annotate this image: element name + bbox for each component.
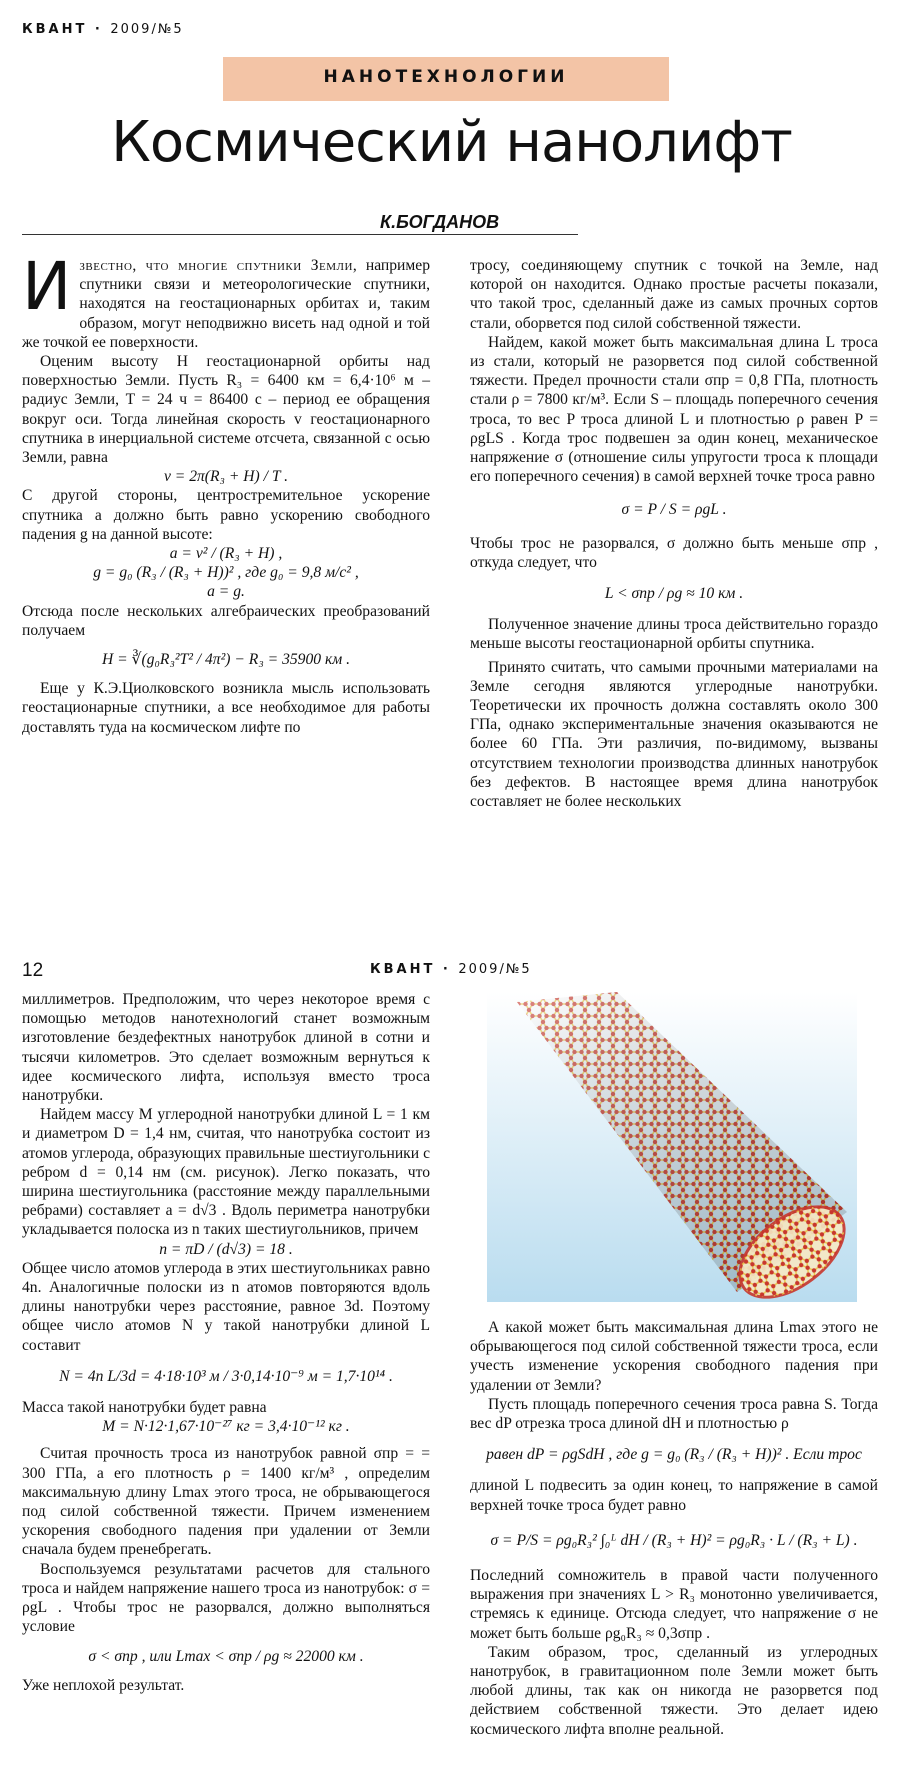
paragraph: А какой может быть максимальная длина Lmax этого не обрывающегося под силой собственной тяжести троса, если учесть изменение ускорения свободного падения при удалении от Земли? bbox=[470, 1319, 878, 1394]
paragraph: Уже неплохой результат. bbox=[22, 1676, 185, 1694]
paragraph: Найдем массу M углеродной нанотрубки длиной L = 1 км и диаметром D = 1,4 нм, считая, что нанотрубка состоит из атомов углерода, образующих правильные шестиугольники с ребром d = 0,14 нм (см. рисунок). Легко показать, что ширина шестиугольника (расстояние между параллельными ребрами) составляет a = d√3 . Вдоль периметра нанотрубки укладывается полоска из n таких шестиугольников, причем bbox=[22, 1106, 430, 1239]
column-top-left bbox=[22, 248, 430, 737]
journal-name: КВАНТ bbox=[22, 22, 88, 37]
paragraph bbox=[22, 248, 430, 352]
formula: L < σпр / ρg ≈ 10 км . bbox=[604, 585, 744, 603]
formula: a = g. bbox=[207, 583, 245, 601]
paragraph: Найдем, какой может быть максимальная длина L троса из стали, который не разорвется под силой собственной тяжести. Предел прочности стали σпр = 0,8 ГПа, плотность стали ρ = 7800 кг/м³. Если S – площадь поперечного сечения троса, то вес P троса длиной L и плотностью ρ равен P = ρgLS . Когда трос подвешен за один конец, механическое напряжение σ (отношение силы упругости троса к площади его поперечного сечения) в самой верхней точке троса равно bbox=[470, 333, 878, 486]
paragraph: тросу, соединяющему спутник с точкой на Земле, над которой он находится. Однако простые расчеты показали, что такой трос, сделанный даже из самых прочных сортов стали, оборвется под силой собственной тяжести. bbox=[470, 257, 878, 332]
column-bottom-left bbox=[22, 990, 430, 1695]
paragraph: С другой стороны, центростремительное ускорение спутника a должно быть равно ускорению свободного падения g на данной высоте: bbox=[22, 487, 430, 543]
paragraph: длиной L подвесить за один конец, то напряжение в самой верхней точке троса будет равно bbox=[470, 1477, 878, 1514]
formula: a = v² / (R₃ + H) , bbox=[169, 545, 283, 563]
journal-header-bottom bbox=[370, 962, 532, 977]
column-top-right bbox=[470, 256, 878, 811]
paragraph: Воспользуемся результатами расчетов для стального троса и найдем напряжение нашего троса из нанотрубок: σ = ρgL . Чтобы трос не разорвался, должно выполняться условие bbox=[22, 1560, 430, 1636]
nanotube-figure bbox=[487, 992, 857, 1302]
article-title: Космический нанолифт bbox=[111, 110, 792, 175]
paragraph: Принято считать, что самыми прочными материалами на Земле сегодня являются углеродные нанотрубки. Теоретически их прочность должна составлять около 300 ГПа, однако экспериментальные значения оказываются не более 60 ГПа. Эти различия, по-видимому, вызваны отсутствием технологии производства длинных нанотрубок без дефектов. В настоящее время длина нанотрубок составляет не более нескольких bbox=[470, 658, 878, 811]
issue-number: 2009/№5 bbox=[110, 22, 184, 37]
column-bottom-right bbox=[470, 1318, 878, 1739]
journal-header-top bbox=[22, 22, 184, 37]
lead-in: звестно, что многие спутники Земли, bbox=[79, 257, 358, 274]
formula: N = 4n L/3d = 4·18·10³ м / 3·0,14·10⁻⁹ м = 1,7·10¹⁴ . bbox=[59, 1367, 393, 1385]
paragraph: Общее число атомов углерода в этих шестиугольниках равно 4n. Аналогичные полоски из n атомов повторяются вдоль длины нанотрубки через расстояние, равное 3d. Поэтому общее число атомов N у такой нанотрубки длиной L составит bbox=[22, 1259, 430, 1354]
paragraph: Таким образом, трос, сделанный из углеродных нанотрубок, в гравитационном поле Земли может быть любой длины, так как он никогда не разорвется под действием собственной тяжести. Это делает идею космического лифта вполне реальной. bbox=[470, 1643, 878, 1738]
formula: n = πD / (d√3) = 18 . bbox=[159, 1240, 293, 1258]
paragraph: Полученное значение длины троса действительно гораздо меньше высоты геостационарной орбиты спутника. bbox=[470, 616, 878, 653]
paragraph: Считая прочность троса из нанотрубок равной σпр = = 300 ГПа, а его плотность ρ = 1400 кг/м³ , определим максимальную длину Lmax этого троса, не обрывающегося под силой собственной тяжести. Причем изменением ускорения свободного падения при удалении от Земли сначала будем пренебрегать. bbox=[22, 1445, 430, 1559]
drop-cap: И bbox=[22, 248, 72, 325]
formula: равен dP = ρgSdH , где g = g₀ (R₃ / (R₃ + H))² . Если трос bbox=[486, 1446, 862, 1464]
paragraph: Пусть площадь поперечного сечения троса равна S. Тогда вес dP отрезка троса длиной dH и плотностью ρ bbox=[470, 1395, 878, 1433]
paragraph: Чтобы трос не разорвался, σ должно быть меньше σпр , откуда следует, что bbox=[470, 534, 878, 571]
formula: H = ∛(g₀R₃²T² / 4π²) − R₃ = 35900 км . bbox=[101, 651, 350, 669]
formula: σ = P / S = ρgL . bbox=[621, 501, 727, 519]
paragraph: Отсюда после нескольких алгебраических преобразований получаем bbox=[22, 602, 430, 639]
paragraph: Оценим высоту H геостационарной орбиты над поверхностью Земли. Пусть R₃ = 6400 км = 6,4·10⁶ м – радиус Земли, T = 24 ч = 86400 с – период ее обращения вокруг оси. Тогда линейная скорость v геостационарного спутника в инерциальной системе отсчета, связанной с осью Земли, равна bbox=[22, 353, 430, 467]
carbon-nanotube-illustration-icon bbox=[487, 992, 857, 1302]
article-author: К.БОГДАНОВ bbox=[380, 212, 500, 232]
paragraph: Масса такой нанотрубки будет равна bbox=[22, 1399, 267, 1417]
formula: g = g₀ (R₃ / (R₃ + H))² , где g₀ = 9,8 м/с² , bbox=[93, 564, 359, 582]
journal-name: КВАНТ bbox=[370, 962, 436, 977]
title-rule bbox=[22, 234, 578, 235]
formula: σ = P/S = ρg₀R₃² ∫₀ᴸ dH / (R₃ + H)² = ρg₀R₃ · L / (R₃ + L) . bbox=[490, 1531, 858, 1549]
paragraph: Еще у К.Э.Циолковского возникла мысль использовать геостационарные спутники, а все необходимое для работы доставлять туда на космическом лифте по bbox=[22, 680, 430, 736]
section-label: НАНОТЕХНОЛОГИИ bbox=[323, 67, 569, 87]
paragraph-text: например спутники связи и метеорологические спутники, находятся на геостационарных орбитах и, таким образом, могут неподвижно висеть над одной и той же точкой ее поверхности. bbox=[22, 257, 430, 351]
header-separator: · bbox=[94, 22, 103, 37]
formula: σ < σпр , или Lmax < σпр / ρg ≈ 22000 км . bbox=[88, 1647, 364, 1665]
formula: M = N·12·1,67·10⁻²⁷ кг = 3,4·10⁻¹² кг . bbox=[102, 1418, 350, 1436]
issue-number: 2009/№5 bbox=[458, 962, 532, 977]
page-number: 12 bbox=[22, 960, 44, 981]
header-separator: · bbox=[442, 962, 451, 977]
formula: v = 2π(R₃ + H) / T . bbox=[163, 468, 289, 486]
paragraph: миллиметров. Предположим, что через некоторое время с помощью методов нанотехнологий станет возможным изготовление бездефектных нанотрубок длиной в сотни и тысячи километров. Это сделает возможным вернуться к идее космического лифта, используя вместо троса нанотрубки. bbox=[22, 991, 430, 1105]
paragraph: Последний сомножитель в правой части полученного выражения при значениях L > R₃ монотонно увеличивается, стремясь к единице. Отсюда следует, что напряжение σ не может быть больше ρg₀R₃ ≈ 0,3σпр . bbox=[470, 1567, 878, 1642]
